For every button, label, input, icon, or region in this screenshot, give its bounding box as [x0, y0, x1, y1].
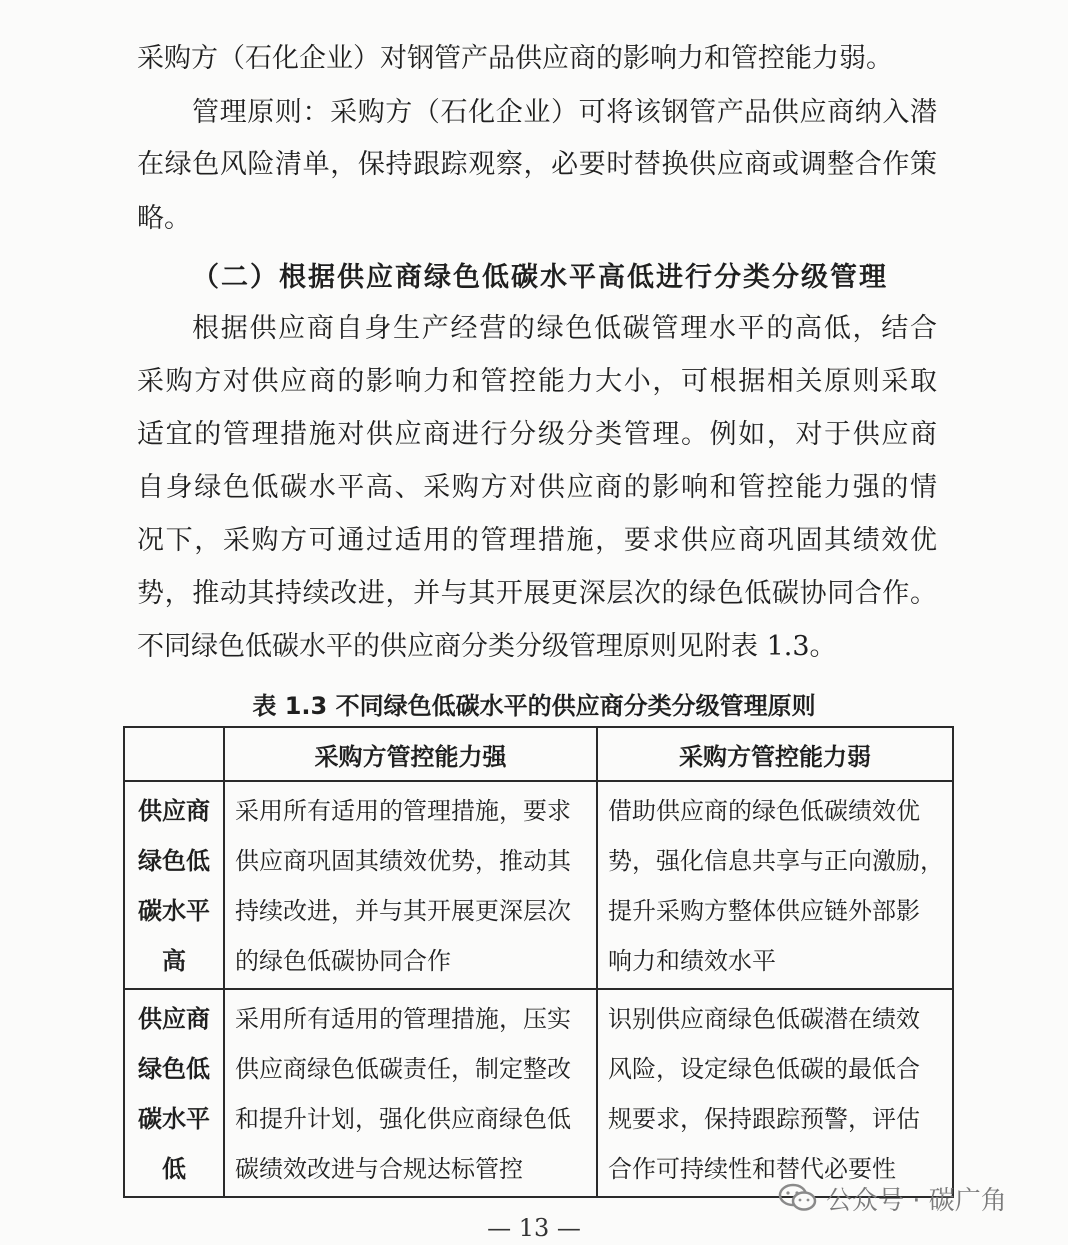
body-line: 不同绿色低碳水平的供应商分类分级管理原则见附表 1.3。	[137, 631, 837, 662]
row-label-line: 供应商	[137, 797, 210, 825]
cell-line: 合作可持续性和替代必要性	[608, 1155, 896, 1183]
body-line: 势，推动其持续改进，并与其开展更深层次的绿色低碳协同合作。	[137, 578, 937, 609]
table-row	[124, 781, 953, 989]
cell-line: 供应商巩固其绩效优势，推动其	[234, 847, 571, 875]
row-label-line: 供应商	[137, 1005, 210, 1033]
cell-line: 势，强化信息共享与正向激励，	[608, 847, 944, 875]
cell-line: 提升采购方整体供应链外部影	[608, 897, 920, 925]
body-line: 适宜的管理措施对供应商进行分级分类管理。例如，对于供应商	[137, 419, 937, 450]
cell-line: 识别供应商绿色低碳潜在绩效	[608, 1005, 920, 1033]
body-line: 采购方（石化企业）对钢管产品供应商的影响力和管控能力弱。	[137, 43, 893, 74]
row-label-line: 碳水平	[137, 897, 210, 925]
cell-line: 持续改进，并与其开展更深层次	[234, 897, 571, 925]
body-line: 在绿色风险清单，保持跟踪观察，必要时替换供应商或调整合作策	[137, 149, 937, 180]
row-label-line: 绿色低	[137, 1055, 210, 1083]
header-weak: 采购方管控能力弱	[597, 727, 953, 781]
row-label-line: 绿色低	[137, 847, 210, 875]
cell-line: 供应商绿色低碳责任，制定整改	[234, 1055, 571, 1083]
row-label-line: 高	[161, 947, 186, 975]
body-line: 略。	[137, 203, 191, 234]
cell-line: 风险，设定绿色低碳的最低合	[608, 1055, 920, 1083]
cell-line: 的绿色低碳协同合作	[234, 947, 451, 975]
cell-line: 采用所有适用的管理措施，要求	[234, 797, 571, 825]
row-label-line: 碳水平	[137, 1105, 210, 1133]
table-row	[124, 989, 953, 1197]
cell-weak	[597, 781, 953, 989]
body-line: 自身绿色低碳水平高、采购方对供应商的影响和管控能力强的情	[137, 472, 937, 503]
row-label-line: 低	[161, 1155, 186, 1183]
table-header-row	[124, 727, 953, 781]
page-number: — 13 —	[487, 1214, 581, 1242]
cell-line: 碳绩效改进与合规达标管控	[234, 1155, 523, 1183]
management-principles-table	[123, 726, 954, 1198]
cell-weak	[597, 989, 953, 1197]
table-caption: 表 1.3 不同绿色低碳水平的供应商分类分级管理原则	[252, 692, 816, 720]
body-line: 根据供应商自身生产经营的绿色低碳管理水平的高低，结合	[192, 313, 937, 344]
cell-line: 规要求，保持跟踪预警，评估	[608, 1105, 920, 1133]
header-strong: 采购方管控能力强	[224, 727, 597, 781]
body-line: 采购方对供应商的影响力和管控能力大小，可根据相关原则采取	[137, 366, 937, 397]
body-line: 管理原则：采购方（石化企业）可将该钢管产品供应商纳入潜	[192, 97, 937, 128]
header-corner	[124, 727, 224, 781]
cell-strong	[224, 989, 597, 1197]
row-label	[124, 781, 224, 989]
cell-line: 借助供应商的绿色低碳绩效优	[608, 797, 920, 825]
section-heading: （二）根据供应商绿色低碳水平高低进行分类分级管理	[192, 262, 888, 293]
cell-line: 和提升计划，强化供应商绿色低	[234, 1105, 571, 1133]
row-label	[124, 989, 224, 1197]
cell-line: 响力和绩效水平	[608, 947, 776, 975]
wechat-icon	[778, 1182, 818, 1212]
body-line: 况下，采购方可通过适用的管理措施，要求供应商巩固其绩效优	[137, 525, 937, 556]
watermark-text: 公众号 · 碳广角	[826, 1186, 1007, 1216]
cell-line: 采用所有适用的管理措施，压实	[234, 1005, 571, 1033]
cell-strong	[224, 781, 597, 989]
